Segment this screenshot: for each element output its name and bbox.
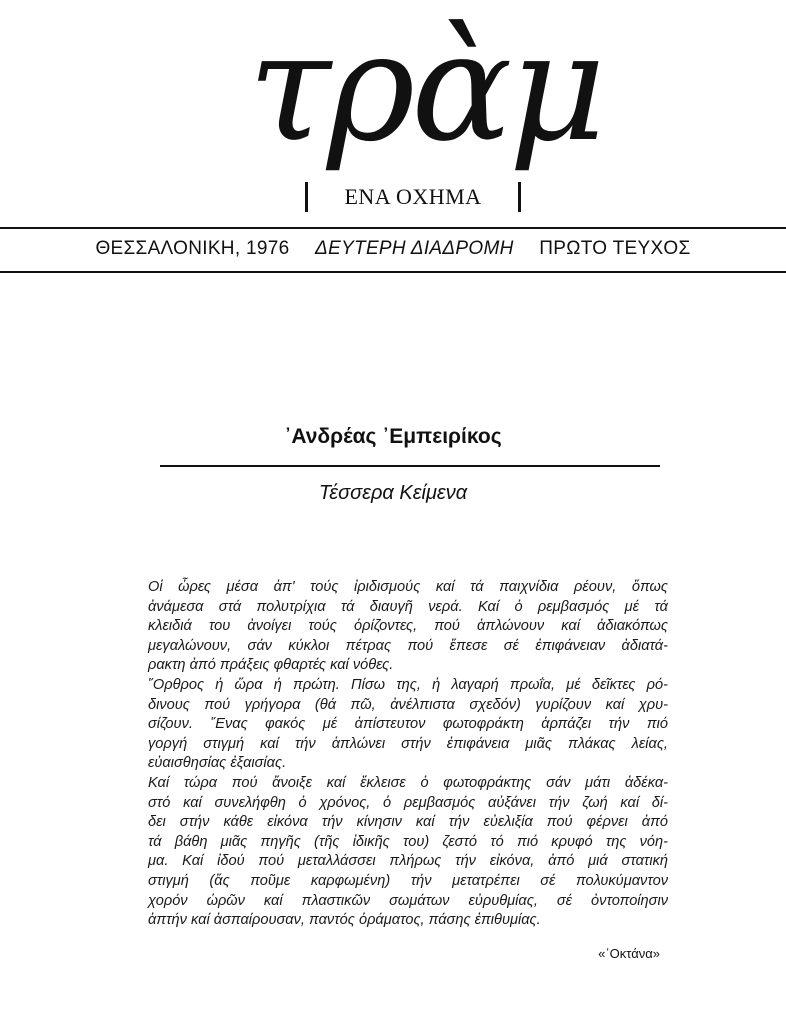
text-line: ἁπτήν καί ἀσπαίρουσαν, παντός ὁράματος, πάσης ἐπιθυμίας. bbox=[148, 912, 541, 929]
magazine-tagline: ΕΝΑ ΟΧΗΜΑ bbox=[305, 182, 521, 212]
header-bottom-rule bbox=[0, 271, 786, 273]
text-line: γοργή στιγμή καί τήν ἁπλώνει στήν ἐπιφάνεια μιᾶς πλάκας λείας, bbox=[148, 735, 668, 752]
article-body bbox=[148, 578, 668, 931]
article-title: Τέσσερα Κείμενα bbox=[318, 482, 468, 504]
text-line: δει στήν κάθε εἰκόνα τήν κίνησιν καί τήν εὐελιξία πού φέρνει ἀπό bbox=[148, 814, 668, 831]
series-label: ΔΕΥΤΕΡΗ ΔΙΑΔΡΟΜΗ bbox=[315, 238, 514, 259]
issue-label: ΠΡΩΤΟ ΤΕΥΧΟΣ bbox=[539, 238, 691, 259]
text-line: ρακτη ἀπό πράξεις φθαρτές καί νόθες. bbox=[148, 657, 394, 674]
header-top-rule bbox=[0, 227, 786, 229]
text-line: ῞Ορθρος ἡ ὥρα ἡ πρώτη. Πίσω της, ἡ λαγαρή πρωΐα, μέ δεῖκτες ρό- bbox=[148, 676, 668, 693]
issue-header bbox=[0, 238, 786, 260]
text-line: μα. Καί ἰδού πού μεταλλάσσει πλήρως τήν εἰκόνα, ἀπό μιά στατική bbox=[148, 853, 668, 870]
source-attribution: «᾿Οκτάνα» bbox=[598, 946, 660, 961]
text-line: τά βάθη μιᾶς πηγῆς (τῆς ἰδικῆς του) ζεστό τό πιό κρυφό της νόη- bbox=[148, 833, 668, 850]
article-author: ᾿Ανδρέας ᾿Εμπειρίκος bbox=[284, 425, 502, 448]
text-line: δινους πού γρήγορα (θά πῶ, ἀνέλπιστα σχεδόν) γυρίζουν καί χρυ- bbox=[148, 696, 668, 713]
magazine-logo: τρὰμ bbox=[248, 1, 602, 175]
text-line: Οἱ ὧρες μέσα ἀπ' τούς ἰριδισμούς καί τά παιχνίδια ρέουν, ὅπως bbox=[148, 579, 668, 595]
text-line: σίζουν. ῞Ενας φακός μέ ἀπίστευτον φωτοφράκτη ἁρπάζει τήν πιό bbox=[148, 716, 668, 733]
text-line: κλειδιά του ἀνοίγει τούς ὁρίζοντες, πού ἁπλώνουν καί ἀδιακόπως bbox=[148, 618, 668, 635]
text-line: μεγαλώνουν, σάν κύκλοι πέτρας πού ἔπεσε σέ ἐπιφάνειαν ἀδιατά- bbox=[148, 637, 668, 654]
text-line: εὐαισθησίας ἐξαισίας. bbox=[148, 755, 287, 772]
place-year: ΘΕΣΣΑΛΟΝΙΚΗ, 1976 bbox=[95, 238, 290, 259]
text-line: ἀνάμεσα στά πολυτρίχια τά διαυγῆ νερά. Καί ὁ ρεμβασμός μέ τά bbox=[148, 598, 668, 615]
text-line: στό καί συνελήφθη ὁ χρόνος, ὁ ρεμβασμός αὐξάνει τήν ζωή καί δί- bbox=[148, 794, 668, 811]
title-divider bbox=[160, 465, 660, 467]
text-line: στιγμή (ἄς ποῦμε καρφωμένη) τήν μετατρέπει σέ πολυκύμαντον bbox=[148, 872, 668, 889]
text-line: Καί τώρα πού ἄνοιξε καί ἔκλεισε ὁ φωτοφράκτης σάν μάτι ἀδέκα- bbox=[148, 774, 668, 791]
text-line: χορόν ὡρῶν καί πλαστικῶν σωμάτων εὐρυθμίας, σέ ὀντοποίησιν bbox=[148, 892, 668, 909]
